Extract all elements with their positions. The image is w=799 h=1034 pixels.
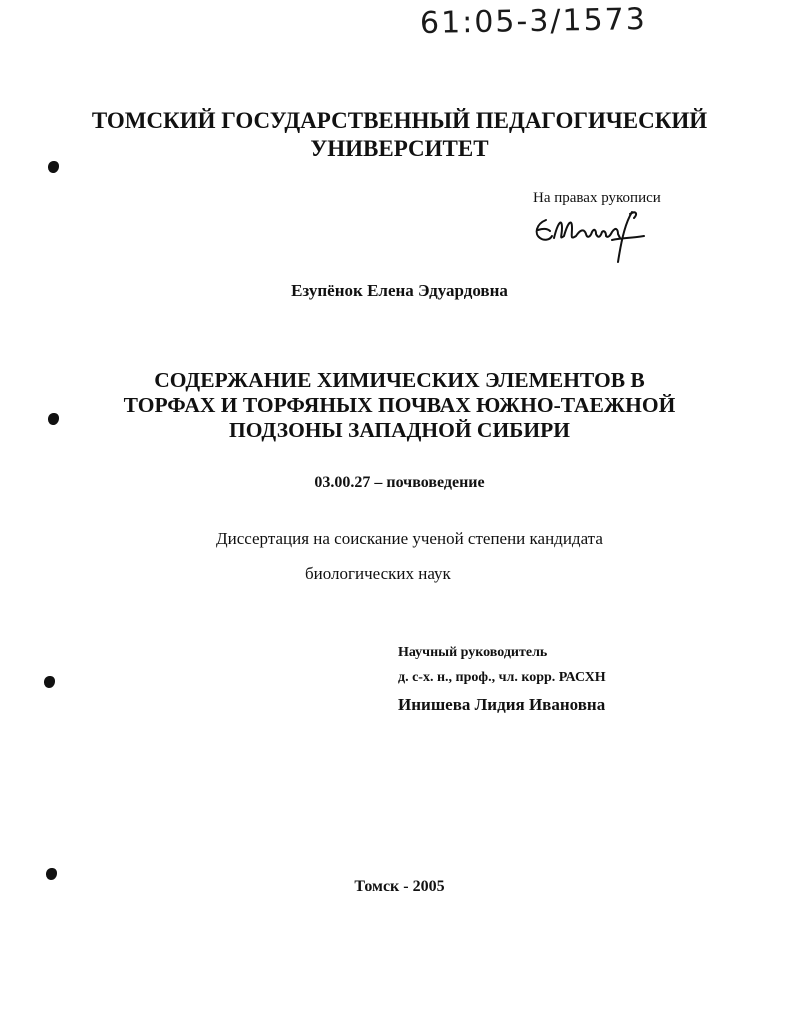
supervisor-credentials: д. с-х. н., проф., чл. корр. РАСХН: [398, 670, 606, 685]
degree-line-2: биологических наук: [305, 564, 451, 583]
supervisor-label: Научный руководитель: [398, 645, 548, 660]
degree-line-1: Диссертация на соискание ученой степени кандидата: [216, 529, 603, 548]
author-signature: [532, 208, 647, 266]
punch-hole-mark: [44, 676, 55, 688]
author-name: Езупёнок Елена Эдуардовна: [291, 281, 508, 300]
manuscript-rights: На правах рукописи: [533, 190, 661, 206]
university-line-1: ТОМСКИЙ ГОСУДАРСТВЕННЫЙ ПЕДАГОГИЧЕСКИЙ: [91, 108, 708, 133]
university-line-2: УНИВЕРСИТЕТ: [310, 136, 489, 161]
dissertation-title: [0, 368, 799, 443]
place-and-year: Томск - 2005: [354, 878, 445, 895]
university-name: [0, 107, 799, 163]
title-line-3: ПОДЗОНЫ ЗАПАДНОЙ СИБИРИ: [229, 418, 570, 442]
specialty-code: 03.00.27 – почвоведение: [314, 474, 485, 491]
catalog-number: 61:05-3/1573: [419, 2, 648, 41]
title-line-2: ТОРФАХ И ТОРФЯНЫХ ПОЧВАХ ЮЖНО-ТАЕЖНОЙ: [123, 393, 676, 417]
title-line-1: СОДЕРЖАНИЕ ХИМИЧЕСКИХ ЭЛЕМЕНТОВ В: [154, 368, 645, 392]
supervisor-name: Инишева Лидия Ивановна: [398, 695, 606, 714]
